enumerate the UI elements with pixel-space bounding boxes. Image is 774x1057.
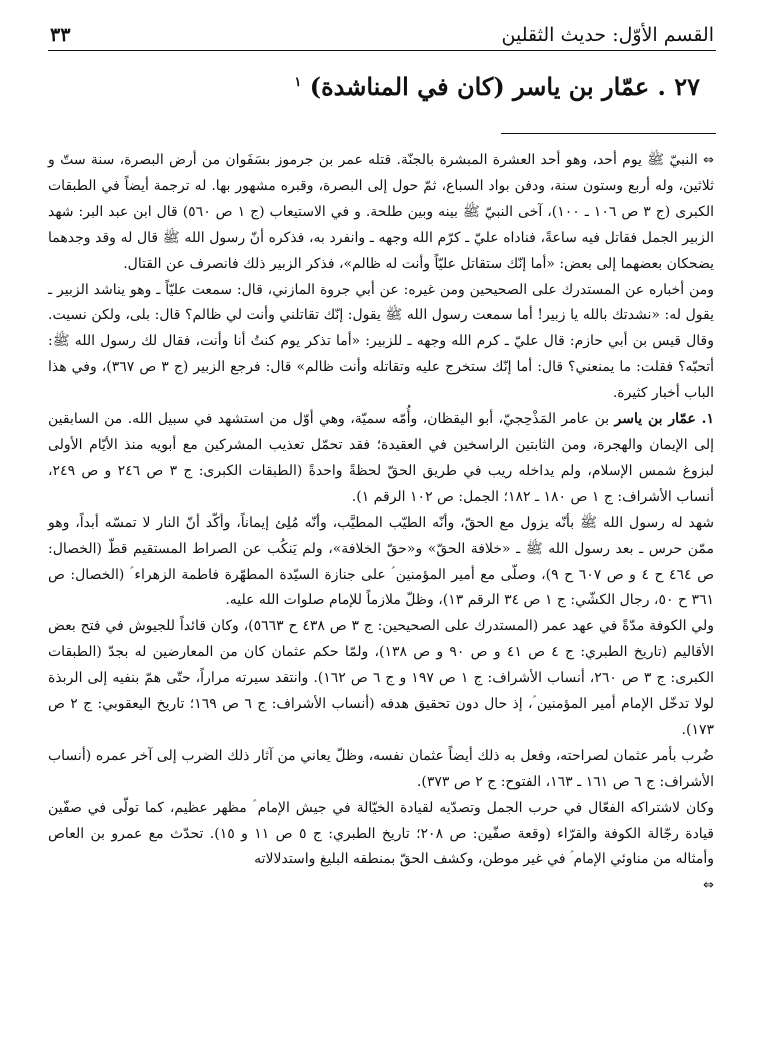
header-rule [48,50,716,51]
page-number: ٣٣ [50,24,71,46]
running-head-title: القسم الأوّل: حديث الثقلين [501,24,714,46]
footnote-paragraph [48,796,714,900]
footnote-paragraph [48,407,714,511]
footnotes [48,148,714,899]
footnote-paragraph [48,511,714,615]
footnote-marker: ١ [294,75,302,90]
continuation-arrow-icon: ⇔ [703,153,714,168]
footnote-paragraph [48,614,714,744]
running-head [50,12,714,46]
footnote-text: النبيّ ﷺ يوم أحد، وهو أحد العشرة المبشرة بالجنّة. قتله عمر بن جرموز بسَفَوان من أرض البصرة، سنة ستّ و ثلاثين، وله أربع وستون سنة، ودفن بواد السباع، ثمّ حول إلى البصرة، وقبره مشهور بها. له ترجمة أيضاً في الطبقات الكبرى (ج ٣ ص ١٠٦ ـ ١٠٠)، آخى النبيّ ﷺ بينه وبين طلحة. و في الاستيعاب (ج ١ ص ٥٦٠) قال ابن عبد البر: شهد الزبير الجمل فقاتل فيه ساعةً، فناداه عليّ ـ كرّم الله وجهه ـ وانفرد به، فذكره أنّ رسول الله ﷺ قال له وقد وجدهما يضحكان بعضهما إلى بعض: «أما إنّك ستقاتل عليّاً وأنت له ظالم»، فذكر الزبير ذلك فانصرف عن القتال. [48,152,715,272]
footnote-paragraph [48,744,714,796]
footnote-text: بن عامر المَذْحِجيّ، أبو اليقظان، وأُمّه سميّة، وهي أوّل من استشهد في سبيل الله. من السابقين إلى الإيمان والهجرة، ومن الثابتين الراسخين في العقيدة؛ فقد تحمّل تعذيب المشركين مع أبويه منذ الأيّام الأولى لبزوغ شمس الإسلام، ولم يداخله ريب في طريق الحقّ لحظةً واحدةً (الطبقات الكبرى: ج ٣ ص ٢٤٦ و ص ٢٤٩، أنساب الأشراف: ج ١ ص ١٨٠ ـ ١٨٢؛ الجمل: ص ١٠٢ الرقم ١). [48,411,714,505]
footnote-lemma: ١. عمّار بن ياسر [614,411,715,428]
section-heading [294,72,700,101]
heading-text: ٢٧ . عمّار بن ياسر (كان في المناشدة) [309,72,700,101]
footnote-paragraph [48,278,714,408]
footnote-text: وكان لاشتراكه الفعّال في حرب الجمل وتصدّيه لقيادة الخيّالة في جيش الإمام ؑ مظهر عظيم، كما تولّى في صفّين قيادة رجّالة الكوفة والقرّاء (وقعة صفّين: ص ٢٠٨؛ تاريخ الطبري: ج ٥ ص ١١ و ١٥). تحدّث مع عمرو بن العاص وأمثاله من مناوئي الإمام ؑ في غير موطن، وكشف الحقّ بمنطقه البليغ واستدلالاته [48,799,714,868]
footnote-paragraph [48,148,714,278]
continued-arrow-icon: ⇔ [703,878,714,894]
footnote-text: ولي الكوفة مدّةً في عهد عمر (المستدرك على الصحيحين: ج ٣ ص ٤٣٨ ح ٥٦٦٣)، وكان قائداً للجيوش في فتح بعض الأقاليم (تاريخ الطبري: ج ٤ ص ٤١ و ص ٩٠ و ص ١٣٨)، ولمّا حكم عثمان كان من المعارضين له بجدّ (الطبقات الكبرى: ج ٣ ص ٢٦٠، أنساب الأشراف: ج ١ ص ١٩٧ و ج ٦ ص ١٦٢). وانتقد سيرته مراراً، حتّى همّ بنفيه إلى الربذة لولا تدخّل الإمام أمير المؤمنين ؑ، إذ حال دون تحقيق هدفه (أنساب الأشراف: ج ٦ ص ١٦٩؛ تاريخ اليعقوبي: ج ٢ ص ١٧٣). [48,618,715,738]
footnote-text: شهد له رسول الله ﷺ بأنّه يزول مع الحقّ، وأنّه الطيّب المطيَّب، وأنّه مُلِئ إيماناً، وأكّد أنّ النار لا تمسّه أبداً، وهو ممّن حرس ـ بعد رسول الله ﷺ ـ «خلافة الحقّ» و«حقّ الخلافة»، ولم يَنكُب عن الصراط المستقيم قطّ (الخصال: ص ٤٦٤ ح ٤ و ص ٦٠٧ ح ٩)، وصلّى مع أمير المؤمنين ؑ على جنازة السيّدة المطهّرة فاطمة الزهراء ؑ (الخصال: ص ٣٦١ ح ٥٠، رجال الكشّي: ج ١ ص ٣٤ الرقم ١٣)، وظلّ ملازماً للإمام صلوات الله عليه. [48,514,715,609]
footnote-separator [501,133,716,134]
footnote-text: ضُرب بأمر عثمان لصراحته، وفعل به ذلك أيضاً عثمان نفسه، وظلّ يعاني من آثار ذلك الضرب إلى آخر عمره (أنساب الأشراف: ج ٦ ص ١٦١ ـ ١٦٣، الفتوح: ج ٢ ص ٣٧٣). [48,747,714,790]
footnote-text: ومن أخباره عن المستدرك على الصحيحين ومن غيره: عن أبي جروة المازني، قال: سمعت عليّاً ـ وهو يناشد الزبير ـ يقول له: «نشدتك بالله يا زبير! أما سمعت رسول الله ﷺ يقول: إنّك تقاتلني وأنت لي ظالم؟ قال: بلى، ولكن نسيت. وقال قيس بن أبي حازم: قال عليّ ـ كرم الله وجهه ـ للزبير: «أما تذكر يوم كنتُ أنا وأنت، فقال لك رسول الله ﷺ: أتحبّه؟ فقلت: ما يمنعني؟ قال: أما إنّك ستخرج عليه وتقاتله وأنت ظالم» قال: فرجع الزبير (ج ٣ ص ٣٦٧)، وفي هذا الباب أخبار كثيرة. [48,281,715,402]
